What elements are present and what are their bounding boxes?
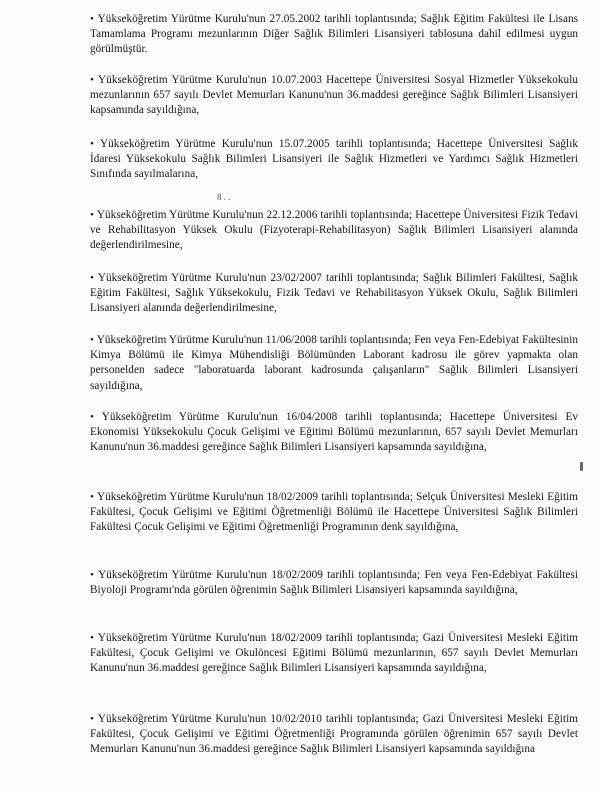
paragraph-text: Yükseköğretim Yürütme Kurulu'nun 18/02/2009 tarihli toplantısında; Fen veya Fen-Edebiyat Fakültesi Biyoloji Programı'nda görülen öğrenimin Sağlık Bilimleri Lisansiyeri kapsamında sayıldığına, — [90, 569, 578, 597]
paragraph-text: Yükseköğretim Yürütme Kurulu'nun 10.07.2003 Hacettepe Üniversitesi Sosyal Hizmetler Yüksekokulu mezunlarının 657 sayılı Devlet Memurları Kanunu'nun 36.maddesi gereğince Sağlık Bilimleri Lisansiyeri kapsamında sayıldığına, — [90, 74, 578, 117]
paragraph-2003 — [90, 73, 578, 119]
paragraph-text: Yükseköğretim Yürütme Kurulu'nun 23/02/2007 tarihli toplantısında; Sağlık Bilimleri Fakültesi, Sağlık Eğitim Fakültesi, Sağlık Yüksekokulu, Fizik Tedavi ve Rehabilitasyon Yüksek Okulu, Sağlık Bilimleri Lisansiyeri alanında değerlendirilmesine, — [90, 272, 578, 315]
paragraph-2007 — [90, 271, 578, 317]
bullet: • — [90, 13, 94, 25]
bullet: • — [90, 411, 94, 423]
scan-speck — [580, 462, 583, 471]
paragraph-text: Yükseköğretim Yürütme Kurulu'nun 27.05.2002 tarihli toplantısında; Sağlık Eğitim Fakültesi ile Lisans Tamamlama Programı mezunlarının Diğer Sağlık Bilimleri Lisansiyeri tablosuna dahil edilmesi uygun görülmüştür. — [90, 13, 579, 56]
bullet: • — [90, 334, 94, 346]
bullet: • — [90, 632, 94, 644]
paragraph-2002 — [90, 12, 578, 58]
bullet: • — [90, 209, 94, 221]
bullet: • — [90, 272, 94, 284]
paragraph-text: Yükseköğretim Yürütme Kurulu'nun 10/02/2010 tarihli toplantısında; Gazi Üniversitesi Mesleki Eğitim Fakültesi, Çocuk Gelişimi ve Eğitimi Öğretmenliği Programında görülen öğrenimin 657 sayılı Devlet Memurları Kanunu'nun 36.maddesi gereğince Sağlık Bilimleri Lisansiyeri kapsamında sayıldığına — [90, 713, 578, 756]
bullet: • — [90, 74, 94, 86]
paragraph-text: Yükseköğretim Yürütme Kurulu'nun 18/02/2009 tarihli toplantısında; Gazi Üniversitesi Mesleki Eğitim Fakültesi, Çocuk Gelişimi ve Okulöncesi Eğitimi Bölümü mezunlarının, 657 sayılı Devlet Memurları Kanunu'nun 36.maddesi gereğince Sağlık Bilimleri Lisansiyeri kapsamında sayıldığına, — [90, 632, 578, 675]
bullet: • — [90, 713, 94, 725]
paragraph-2009-biyoloji — [90, 568, 578, 598]
paragraph-2008-april — [90, 410, 578, 456]
paragraph-text: Yükseköğretim Yürütme Kurulu'nun 18/02/2009 tarihli toplantısında; Selçuk Üniversitesi Mesleki Eğitim Fakültesi, Çocuk Gelişimi ve Eğitimi Öğretmenliği Bölümü ile Hacettepe Üniversitesi Sağlık Bilimleri Fakültesi Çocuk Gelişimi ve Eğitimi Öğretmenliği Programının denk sayıldığına, — [90, 491, 579, 534]
paragraph-2005 — [90, 137, 578, 183]
paragraph-2008-june — [90, 333, 578, 394]
bullet: • — [90, 569, 94, 581]
paragraph-text: Yükseköğretim Yürütme Kurulu'nun 16/04/2008 tarihli toplantısında; Hacettepe Üniversitesi Ev Ekonomisi Yüksekokulu Çocuk Gelişimi ve Eğitimi Bölümü mezunlarının, 657 sayılı Devlet Memurları Kanunu'nun 36.maddesi gereğince Sağlık Bilimleri Lisansiyeri kapsamında sayıldığına, — [90, 411, 579, 454]
paragraph-2010-gazi — [90, 712, 578, 758]
paragraph-text: Yükseköğretim Yürütme Kurulu'nun 11/06/2008 tarihli toplantısında; Fen veya Fen-Edebiyat Fakültesinin Kimya Bölümü ile Kimya Mühendisliği Bölümünden Laborant kadrosu ile görev yapmakta olan personelden sadece "laboratuarda laborant kadrosunda çalışanların" Sağlık Bilimleri Lisansiyeri sayıldığına, — [90, 334, 579, 392]
paragraph-2009-gazi — [90, 631, 578, 677]
bullet: • — [90, 138, 94, 150]
paragraph-text: Yükseköğretim Yürütme Kurulu'nun 22.12.2006 tarihli toplantısında; Hacettepe Üniversitesi Fizik Tedavi ve Rehabilitasyon Yüksek Okulu (Fizyoterapi-Rehabilitasyon) Sağlık Bilimleri Lisansiyeri alanında değerlendirilmesine, — [90, 209, 578, 252]
paragraph-text: Yükseköğretim Yürütme Kurulu'nun 15.07.2005 tarihli toplantısında; Hacettepe Üniversitesi Sağlık İdaresi Yüksekokulu Sağlık Bilimleri Lisansiyeri ile Sağlık Hizmetleri ve Yardımcı Sağlık Hizmetleri Sınıfında sayılmalarına, — [90, 138, 578, 181]
paragraph-2009-selcuk — [90, 490, 578, 536]
stray-scan-mark: 8 . . — [217, 192, 231, 202]
bullet: • — [90, 491, 94, 503]
paragraph-2006 — [90, 208, 578, 254]
